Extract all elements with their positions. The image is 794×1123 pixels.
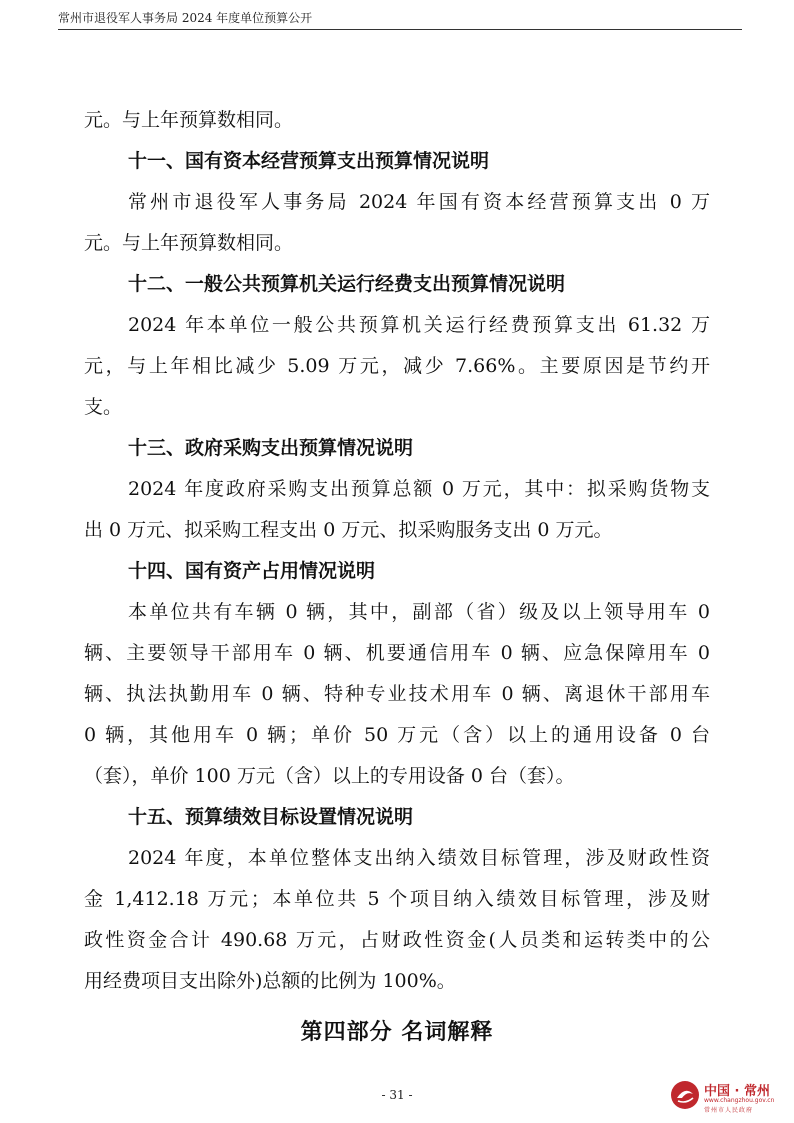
heading-section-14: 十四、国有资产占用情况说明 <box>128 560 376 582</box>
city-emblem-icon <box>670 1080 700 1110</box>
body-line: 辆、主要领导干部用车 0 辆、机要通信用车 0 辆、应急保障用车 0 <box>84 642 710 664</box>
body-line: 元，与上年相比减少 5.09 万元，减少 7.66%。主要原因是节约开 <box>84 355 710 377</box>
heading-section-12: 十二、一般公共预算机关运行经费支出预算情况说明 <box>128 273 566 295</box>
body-line: 元。与上年预算数相同。 <box>84 109 294 131</box>
body-line: 金 1,412.18 万元；本单位共 5 个项目纳入绩效目标管理，涉及财 <box>84 888 710 910</box>
body-line: 政性资金合计 490.68 万元，占财政性资金(人员类和运转类中的公 <box>84 929 710 951</box>
body-line: 出 0 万元、拟采购工程支出 0 万元、拟采购服务支出 0 万元。 <box>84 519 613 541</box>
logo-name: 中国 · 常州 <box>704 1084 770 1099</box>
body-line: 常州市退役军人事务局 2024 年国有资本经营预算支出 0 万 <box>128 191 710 213</box>
section-title: 第四部分 名词解释 <box>300 1020 494 1045</box>
logo-subtitle: 常州市人民政府 <box>704 1107 754 1114</box>
body-line: 2024 年本单位一般公共预算机关运行经费预算支出 61.32 万 <box>128 314 710 336</box>
page-number: - 31 - <box>381 1088 413 1102</box>
body-line: 0 辆，其他用车 0 辆；单价 50 万元（含）以上的通用设备 0 台 <box>84 724 710 746</box>
document-body <box>84 100 710 1002</box>
page-header: 常州市退役军人事务局 2024 年度单位预算公开 <box>58 10 742 30</box>
body-line: 元。与上年预算数相同。 <box>84 232 294 254</box>
body-line: 2024 年度政府采购支出预算总额 0 万元，其中：拟采购货物支 <box>128 478 710 500</box>
site-logo <box>670 1078 792 1118</box>
body-line: 2024 年度，本单位整体支出纳入绩效目标管理，涉及财政性资 <box>128 847 710 869</box>
body-line: 本单位共有车辆 0 辆，其中，副部（省）级及以上领导用车 0 <box>128 601 710 623</box>
body-line: 支。 <box>84 396 123 418</box>
heading-section-13: 十三、政府采购支出预算情况说明 <box>128 437 414 459</box>
body-line: 用经费项目支出除外)总额的比例为 100%。 <box>84 970 456 992</box>
heading-section-11: 十一、国有资本经营预算支出预算情况说明 <box>128 150 490 172</box>
logo-url: www.changzhou.gov.cn <box>704 1097 775 1104</box>
body-line: （套），单价 100 万元（含）以上的专用设备 0 台（套）。 <box>84 765 575 787</box>
body-line: 辆、执法执勤用车 0 辆、特种专业技术用车 0 辆、离退休干部用车 <box>84 683 710 705</box>
heading-section-15: 十五、预算绩效目标设置情况说明 <box>128 806 414 828</box>
